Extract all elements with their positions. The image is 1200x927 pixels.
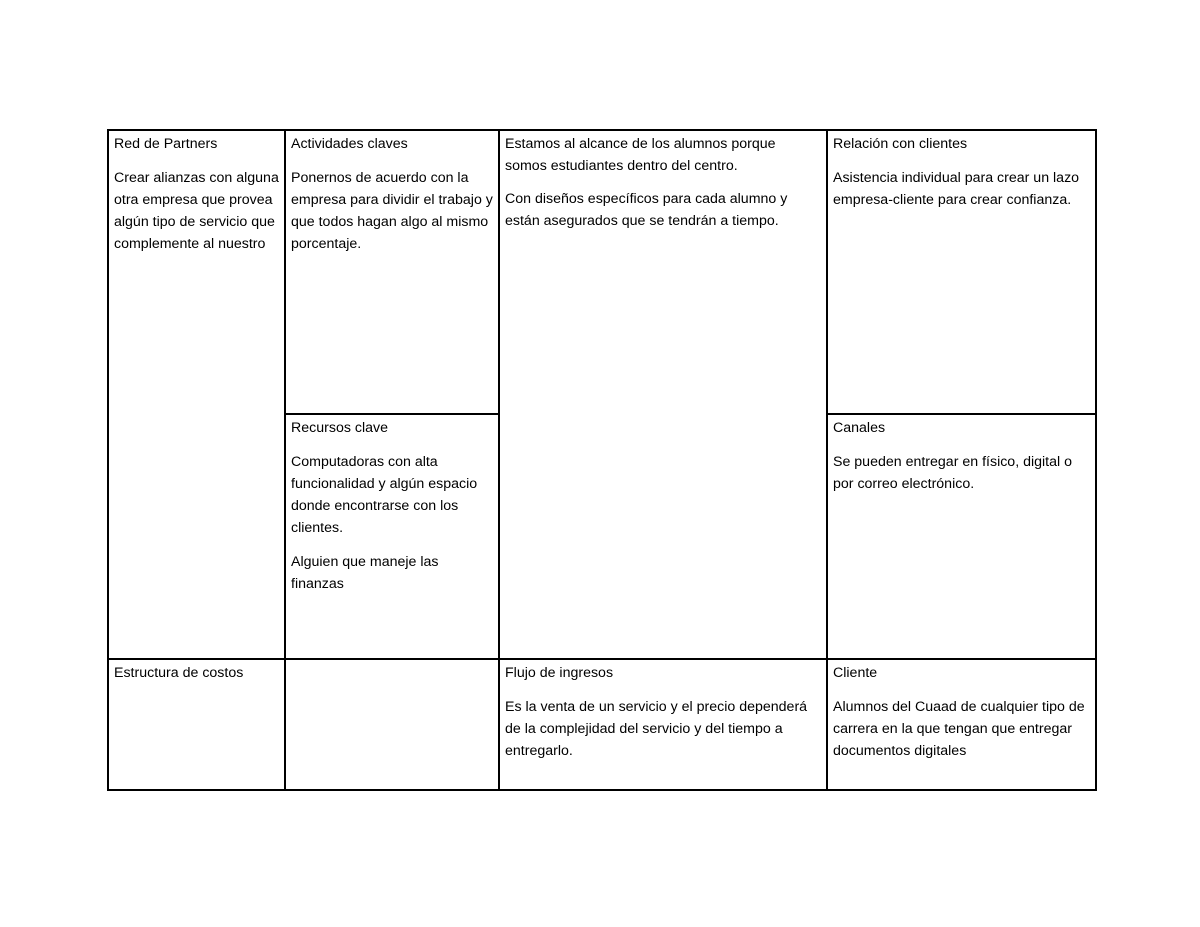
- business-model-canvas: [107, 129, 1097, 791]
- cell-text: Estamos al alcance de los alumnos porque somos estudiantes dentro del centro.: [505, 136, 776, 174]
- cell-title: Cliente: [833, 665, 878, 681]
- cell-key-resources: [286, 415, 498, 658]
- cell-customer-relationship: [828, 131, 1095, 413]
- cell-title: Recursos clave: [291, 420, 388, 436]
- cell-text: Alguien que maneje las finanzas: [291, 554, 439, 592]
- cell-text: Asistencia individual para crear un lazo empresa-cliente para crear confianza.: [833, 170, 1080, 208]
- cell-value-proposition: [500, 131, 826, 658]
- cell-title: Canales: [833, 420, 886, 436]
- cell-text: Se pueden entregar en físico, digital o por correo electrónico.: [833, 454, 1072, 492]
- cell-title: Red de Partners: [114, 136, 218, 152]
- cell-partners: [109, 131, 284, 658]
- cell-title: Actividades claves: [291, 136, 408, 152]
- cell-text: Computadoras con alta funcionalidad y algún espacio donde encontrarse con los clientes.: [291, 454, 478, 536]
- cell-title: Relación con clientes: [833, 136, 968, 152]
- cell-title: Flujo de ingresos: [505, 665, 614, 681]
- cell-text: Crear alianzas con alguna otra empresa que provea algún tipo de servicio que complemente al nuestro: [114, 170, 279, 252]
- cell-text: Ponernos de acuerdo con la empresa para dividir el trabajo y que todos hagan algo al mismo porcentaje.: [291, 170, 493, 252]
- cell-text: Con diseños específicos para cada alumno y están asegurados que se tendrán a tiempo.: [505, 191, 788, 229]
- cell-key-activities: [286, 131, 498, 413]
- cell-title: Estructura de costos: [114, 665, 244, 681]
- cell-customer-segments: [828, 660, 1095, 789]
- cell-empty: [286, 660, 498, 789]
- cell-revenue-streams: [500, 660, 826, 789]
- cell-text: Alumnos del Cuaad de cualquier tipo de carrera en la que tengan que entregar documentos digitales: [833, 699, 1085, 759]
- cell-cost-structure: [109, 660, 284, 789]
- cell-channels: [828, 415, 1095, 658]
- cell-text: Es la venta de un servicio y el precio dependerá de la complejidad del servicio y del tiempo a entregarlo.: [505, 699, 808, 759]
